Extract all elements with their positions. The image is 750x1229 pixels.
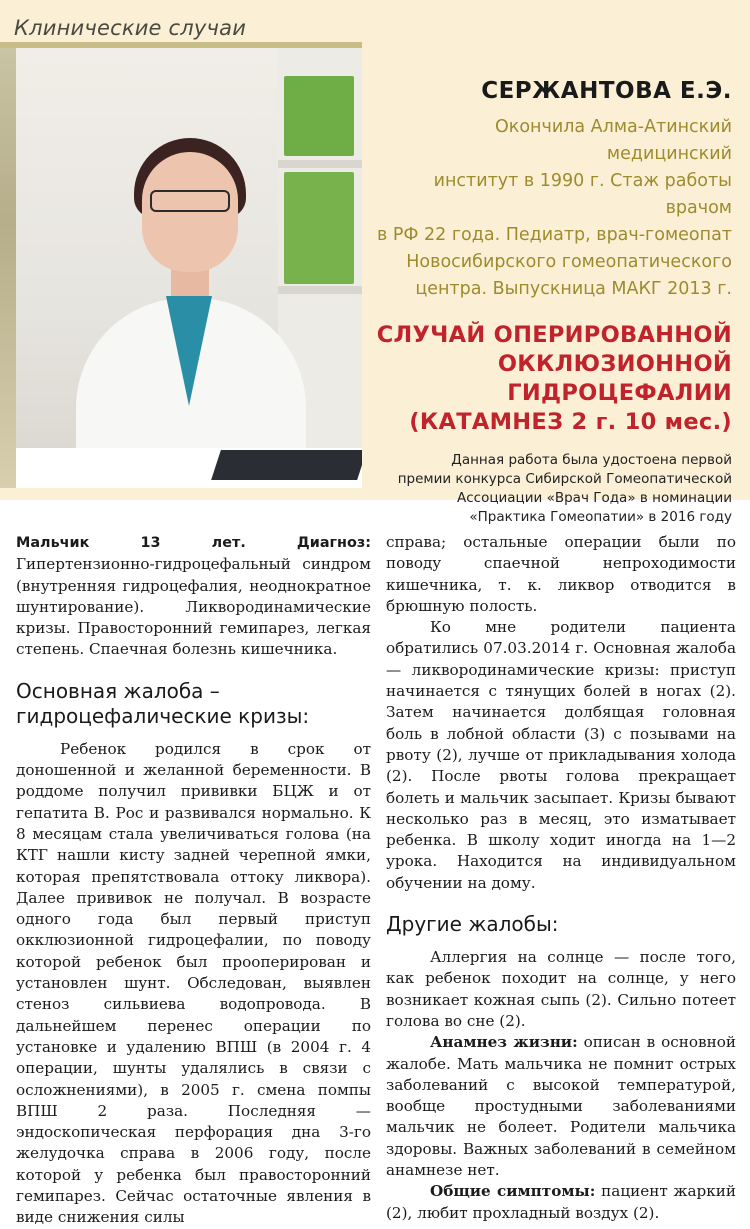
author-photo bbox=[16, 48, 362, 488]
bio-line: в РФ 22 года. Педиатр, врач-гомеопат bbox=[376, 225, 732, 245]
bio-line: институт в 1990 г. Стаж работы врачом bbox=[433, 171, 732, 218]
heading-main-complaint: Основная жалоба – гидроцефалические кризы: bbox=[16, 678, 310, 728]
diagnosis-lead: Мальчик 13 лет. Диагноз: bbox=[16, 535, 371, 551]
general-symptoms-paragraph bbox=[386, 1181, 736, 1224]
history-paragraph-cont: справа; остальные операции были по поводу спаечной непроходимости кишечника, т. к. ликвор отводится в брюшную полость. bbox=[386, 533, 736, 615]
award-line: премии конкурса Сибирской Гомеопатической bbox=[397, 471, 732, 487]
general-lead: Общие симптомы: bbox=[430, 1182, 596, 1201]
diagnosis-paragraph bbox=[16, 532, 371, 661]
section-title: Клинические случаи bbox=[14, 16, 247, 40]
bio-line: Окончила Алма-Атинский медицинский bbox=[495, 117, 732, 164]
award-line: Данная работа была удостоена первой bbox=[451, 452, 732, 468]
bio-line: Новосибирского гомеопатического bbox=[406, 252, 732, 272]
anamnesis-text: описан в основной жалобе. Мать мальчика не помнит острых заболеваний с высокой температурой, вообще простудными заболеваниями мальчик не болеет. Родители мальчика здоровы. Важных заболеваний в семейном анамнезе нет. bbox=[386, 1033, 736, 1180]
award-line: «Практика Гомеопатии» в 2016 году bbox=[469, 509, 732, 525]
general-text: пациент жаркий (2), любит прохладный воздух (2). bbox=[386, 1182, 736, 1222]
case-title-line: СЛУЧАЙ ОПЕРИРОВАННОЙ bbox=[376, 322, 732, 348]
author-info bbox=[372, 114, 732, 303]
anamnesis-paragraph bbox=[386, 1032, 736, 1181]
diagnosis-text: Гипертензионно-гидроцефальный синдром (внутренняя гидроцефалия, неоднократное шунтирование). Ликвородинамические кризы. Правосторонний гемипарез, легкая степень. Спаечная болезнь кишечника. bbox=[16, 555, 371, 659]
case-title-line: ГИДРОЦЕФАЛИИ bbox=[507, 380, 732, 406]
award-note bbox=[372, 451, 732, 527]
heading-other-complaints: Другие жалобы: bbox=[386, 912, 559, 937]
complaint-paragraph: Ко мне родители пациента обратились 07.03.2014 г. Основная жалоба — ликвородинамические кризы: приступ начинается с тянущих болей в ногах (2). Затем начинается долбящая головная боль в лобной области (3) с позывами на рвоту (2), лучше от прикладывания холода (2). После рвоты голова прекращает болеть и мальчик засыпает. Кризы бывают несколько раз в месяц, это изматывает ребенка. В школу ходит иногда на 1—2 урока. Находится на индивидуальном обучении на дому. bbox=[386, 618, 736, 892]
award-line: Ассоциации «Врач Года» в номинации bbox=[456, 490, 732, 506]
anamnesis-lead: Анамнез жизни: bbox=[430, 1033, 578, 1052]
author-name: СЕРЖАНТОВА Е.Э. bbox=[481, 78, 732, 104]
article-column-left bbox=[16, 532, 371, 1229]
case-title-line: ОККЛЮЗИОННОЙ bbox=[497, 351, 732, 377]
decorative-strip bbox=[0, 48, 16, 488]
case-title-line: (КАТАМНЕЗ 2 г. 10 мес.) bbox=[409, 409, 732, 435]
other-complaints-paragraph: Аллергия на солнце — после того, как ребенок походит на солнце, у него возникает кожная сыпь (2). Сильно потеет голова во сне (2). bbox=[386, 948, 736, 1030]
article-column-right bbox=[386, 532, 736, 1224]
case-title bbox=[372, 321, 732, 437]
history-paragraph: Ребенок родился в срок от доношенной и желанной беременности. В роддоме получил прививки БЦЖ и от гепатита В. Рос и развивался нормально. К 8 месяцам стала увеличиваться голова (на КТГ нашли кисту задней черепной ямки, которая препятствовала оттоку ликвора). Далее прививок не получал. В возрасте одного года был первый приступ окклюзионной гидроцефалии, по поводу которой ребенок был прооперирован и установлен шунт. Обследован, выявлен стеноз сильвиева водопровода. В дальнейшем перенес операции по установке и удалению ВПШ (в 2004 г. 4 операции, шунты удалялись в связи с осложнениями), в 2005 г. смена помпы ВПШ 2 раза. Последняя — эндоскопическая перфорация дна 3-го желудочка справа в 2006 году, после которой у ребенка был правосторонний гемипарез. Сейчас остаточные явления в виде снижения силы bbox=[16, 739, 371, 1227]
bio-line: центра. Выпускница МАКГ 2013 г. bbox=[415, 279, 732, 299]
author-bio bbox=[372, 78, 732, 527]
section-header bbox=[0, 12, 370, 52]
